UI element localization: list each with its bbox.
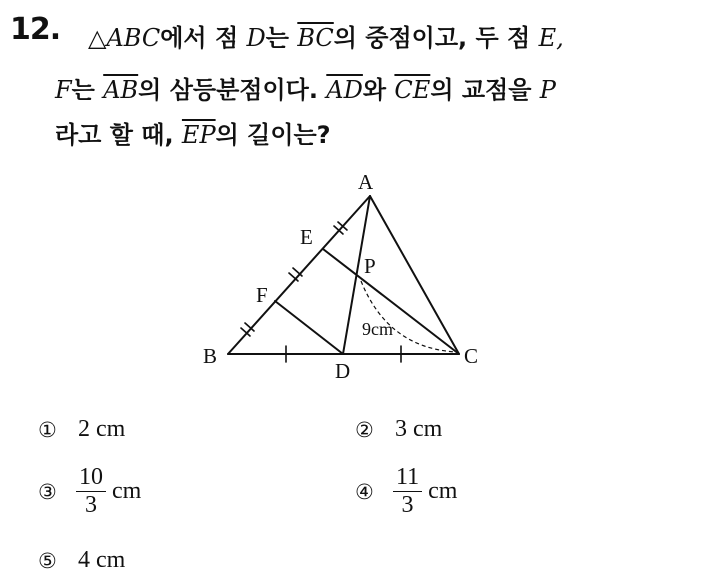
choice-marker: ③ <box>38 479 57 504</box>
dimension-label: 9cm <box>362 319 393 339</box>
choice-5[interactable] <box>38 547 125 574</box>
question-text: 와 <box>362 76 395 104</box>
question-text: 의 교점을 <box>430 76 540 104</box>
choice-unit: cm <box>96 547 126 573</box>
choice-value: 3 <box>395 416 407 442</box>
segment-ab: $\overline{AB}$ <box>103 76 139 104</box>
choice-value: 4 <box>78 547 90 573</box>
segment-ad: $\overline{AD}$ <box>326 76 363 104</box>
choice-marker: ④ <box>355 479 374 504</box>
label-f: F <box>256 283 268 307</box>
choice-3[interactable] <box>38 464 141 519</box>
point-d-ref: D <box>246 24 266 52</box>
choice-fraction <box>393 464 422 519</box>
choice-value: 2 <box>78 416 90 442</box>
question-text: 의 중점이고, 두 점 <box>333 24 539 52</box>
question-text: 는 <box>71 76 104 104</box>
segment-ep: $\overline{EP}$ <box>181 121 216 149</box>
fraction-numerator: 11 <box>393 464 422 492</box>
choice-unit: cm <box>428 478 458 504</box>
point-p-ref: P <box>539 76 556 104</box>
triangle-name: ABC <box>106 24 161 52</box>
choice-4[interactable] <box>355 464 457 519</box>
question-text: 의 길이는? <box>215 121 331 149</box>
side-ab <box>228 196 370 354</box>
label-p: P <box>364 254 376 278</box>
choice-marker: ① <box>38 417 57 442</box>
question-number: 12. <box>10 12 61 47</box>
label-a: A <box>358 170 374 194</box>
label-c: C <box>464 344 479 368</box>
point-e-ref: E, <box>538 24 564 52</box>
segment-ce: $\overline{CE}$ <box>394 76 431 104</box>
fraction-denominator: 3 <box>401 492 414 518</box>
choice-unit: cm <box>413 416 443 442</box>
question-text: 에서 점 <box>160 24 247 52</box>
fraction-numerator: 10 <box>76 464 106 492</box>
question-text: 라고 할 때, <box>55 121 182 149</box>
label-d: D <box>335 359 351 383</box>
point-f-ref: F <box>55 76 72 104</box>
choice-2[interactable] <box>355 416 442 443</box>
choice-marker: ② <box>355 417 374 442</box>
label-e: E <box>300 225 313 249</box>
label-b: B <box>203 344 218 368</box>
choice-1[interactable] <box>38 416 125 443</box>
question-text: 의 삼등분점이다. <box>138 76 327 104</box>
choice-marker: ⑤ <box>38 548 57 573</box>
choice-unit: cm <box>96 416 126 442</box>
choice-fraction <box>76 464 106 519</box>
segment-bc: $\overline{BC}$ <box>297 24 334 52</box>
fraction-denominator: 3 <box>85 492 97 518</box>
choice-unit: cm <box>112 478 142 504</box>
triangle-symbol: △ <box>88 24 107 52</box>
question-text: 는 <box>265 24 298 52</box>
